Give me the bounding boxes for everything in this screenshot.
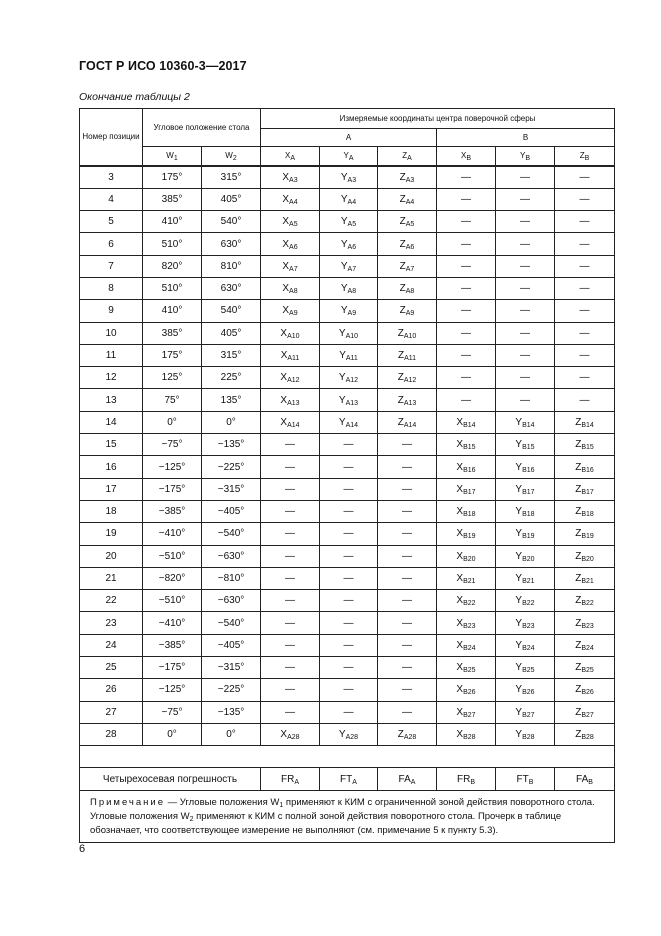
- dash-cell: —: [320, 701, 378, 723]
- w2-cell: −630°: [202, 545, 261, 567]
- coord-cell-za: $Z_{A12}$: [378, 367, 437, 389]
- header-position-number: Номер позиции: [80, 109, 143, 166]
- w2-cell: 225°: [202, 367, 261, 389]
- coord-cell-yb: $Y_{B16}$: [496, 456, 555, 478]
- coord-cell-ya: $Y_{A4}$: [320, 188, 378, 210]
- dash-cell: —: [320, 478, 378, 500]
- position-cell: 8: [80, 277, 143, 299]
- coord-cell-xb: $X_{B20}$: [437, 545, 496, 567]
- position-cell: 19: [80, 523, 143, 545]
- coord-cell-xa: $X_{A5}$: [261, 211, 320, 233]
- dash-cell: —: [378, 523, 437, 545]
- dash-cell: —: [261, 590, 320, 612]
- coord-cell-ya: $Y_{A14}$: [320, 411, 378, 433]
- coord-cell-yb: $Y_{B24}$: [496, 634, 555, 656]
- dash-cell: —: [261, 500, 320, 522]
- dash-cell: —: [261, 612, 320, 634]
- dash-cell: —: [437, 367, 496, 389]
- error-cell-fab: $FA_B$: [555, 768, 615, 791]
- coord-cell-xb: $X_{B22}$: [437, 590, 496, 612]
- w1-cell: 510°: [143, 277, 202, 299]
- w1-cell: −125°: [143, 679, 202, 701]
- coord-cell-yb: $Y_{B20}$: [496, 545, 555, 567]
- w1-cell: 410°: [143, 300, 202, 322]
- position-cell: 24: [80, 634, 143, 656]
- table-row: [80, 612, 615, 634]
- w1-cell: 75°: [143, 389, 202, 411]
- coord-cell-za: $Z_{A13}$: [378, 389, 437, 411]
- table-row: [80, 211, 615, 233]
- coord-cell-zb: $Z_{B17}$: [555, 478, 615, 500]
- coord-cell-yb: $Y_{B22}$: [496, 590, 555, 612]
- w1-cell: 820°: [143, 255, 202, 277]
- dash-cell: —: [437, 166, 496, 189]
- coord-cell-ya: $Y_{A6}$: [320, 233, 378, 255]
- table-row: [80, 679, 615, 701]
- coord-cell-xa: $X_{A14}$: [261, 411, 320, 433]
- dash-cell: —: [261, 478, 320, 500]
- dash-cell: —: [261, 434, 320, 456]
- coord-cell-xb: $X_{B25}$: [437, 657, 496, 679]
- dash-cell: —: [555, 277, 615, 299]
- dash-cell: —: [496, 255, 555, 277]
- table-row: [80, 411, 615, 433]
- header-coord-zb: $Z_B$: [555, 147, 615, 166]
- coord-cell-xb: $X_{B26}$: [437, 679, 496, 701]
- dash-cell: —: [320, 545, 378, 567]
- dash-cell: —: [320, 590, 378, 612]
- coord-cell-ya: $Y_{A3}$: [320, 166, 378, 189]
- coord-cell-zb: $Z_{B26}$: [555, 679, 615, 701]
- coord-cell-zb: $Z_{B20}$: [555, 545, 615, 567]
- coord-cell-xa: $X_{A8}$: [261, 277, 320, 299]
- w2-cell: −225°: [202, 679, 261, 701]
- w1-cell: −510°: [143, 590, 202, 612]
- coord-cell-xa: $X_{A4}$: [261, 188, 320, 210]
- coord-cell-yb: $Y_{B25}$: [496, 657, 555, 679]
- dash-cell: —: [261, 679, 320, 701]
- table-row: [80, 166, 615, 189]
- coord-cell-za: $Z_{A7}$: [378, 255, 437, 277]
- four-axis-error-row: [80, 768, 615, 791]
- table-row: [80, 367, 615, 389]
- table-row: [80, 277, 615, 299]
- w1-cell: −175°: [143, 657, 202, 679]
- dash-cell: —: [320, 657, 378, 679]
- w1-cell: 510°: [143, 233, 202, 255]
- table-row: [80, 545, 615, 567]
- header-coord-xb: $X_B$: [437, 147, 496, 166]
- coord-cell-yb: $Y_{B15}$: [496, 434, 555, 456]
- table-row: [80, 233, 615, 255]
- position-cell: 15: [80, 434, 143, 456]
- dash-cell: —: [496, 188, 555, 210]
- w1-cell: −410°: [143, 523, 202, 545]
- coord-cell-xa: $X_{A28}$: [261, 723, 320, 745]
- dash-cell: —: [261, 567, 320, 589]
- dash-cell: —: [496, 300, 555, 322]
- coord-cell-yb: $Y_{B18}$: [496, 500, 555, 522]
- coord-cell-ya: $Y_{A8}$: [320, 277, 378, 299]
- dash-cell: —: [496, 233, 555, 255]
- dash-cell: —: [378, 657, 437, 679]
- coord-cell-xb: $X_{B19}$: [437, 523, 496, 545]
- dash-cell: —: [437, 389, 496, 411]
- w1-cell: 385°: [143, 322, 202, 344]
- w1-cell: 0°: [143, 411, 202, 433]
- header-group-a: A: [261, 129, 437, 147]
- coord-cell-xa: $X_{A6}$: [261, 233, 320, 255]
- coord-cell-ya: $Y_{A10}$: [320, 322, 378, 344]
- w2-cell: −405°: [202, 634, 261, 656]
- coord-cell-zb: $Z_{B25}$: [555, 657, 615, 679]
- w1-cell: −125°: [143, 456, 202, 478]
- header-w2: $W_2$: [202, 147, 261, 166]
- coord-cell-zb: $Z_{B24}$: [555, 634, 615, 656]
- w2-cell: 135°: [202, 389, 261, 411]
- coord-cell-za: $Z_{A10}$: [378, 322, 437, 344]
- dash-cell: —: [496, 277, 555, 299]
- dash-cell: —: [378, 701, 437, 723]
- position-cell: 18: [80, 500, 143, 522]
- dash-cell: —: [496, 389, 555, 411]
- dash-cell: —: [496, 166, 555, 189]
- position-cell: 6: [80, 233, 143, 255]
- coord-cell-ya: $Y_{A9}$: [320, 300, 378, 322]
- w1-cell: 385°: [143, 188, 202, 210]
- coord-cell-zb: $Z_{B23}$: [555, 612, 615, 634]
- position-cell: 3: [80, 166, 143, 189]
- dash-cell: —: [555, 300, 615, 322]
- error-cell-fta: $FT_A$: [320, 768, 378, 791]
- table-row: [80, 500, 615, 522]
- header-coord-ya: $Y_A$: [320, 147, 378, 166]
- error-cell-frb: $FR_B$: [437, 768, 496, 791]
- table-row: [80, 723, 615, 745]
- coord-cell-yb: $Y_{B23}$: [496, 612, 555, 634]
- dash-cell: —: [320, 567, 378, 589]
- w1-cell: −75°: [143, 434, 202, 456]
- w1-cell: −510°: [143, 545, 202, 567]
- coord-cell-xb: $X_{B23}$: [437, 612, 496, 634]
- table-row: [80, 389, 615, 411]
- header-group-b: B: [437, 129, 615, 147]
- table-body: [80, 166, 615, 843]
- position-cell: 25: [80, 657, 143, 679]
- w2-cell: −405°: [202, 500, 261, 522]
- dash-cell: —: [378, 545, 437, 567]
- page-number: 6: [79, 843, 86, 855]
- dash-cell: —: [496, 344, 555, 366]
- dash-cell: —: [378, 679, 437, 701]
- dash-cell: —: [378, 612, 437, 634]
- w1-cell: 175°: [143, 344, 202, 366]
- coord-cell-ya: $Y_{A12}$: [320, 367, 378, 389]
- table-caption: Окончание таблицы 2: [79, 91, 190, 103]
- table-row: [80, 255, 615, 277]
- coordinates-table: [79, 108, 615, 843]
- table-row: [80, 456, 615, 478]
- four-axis-error-label: Четырехосевая погрешность: [80, 768, 261, 791]
- coord-cell-xb: $X_{B16}$: [437, 456, 496, 478]
- position-cell: 7: [80, 255, 143, 277]
- coord-cell-xa: $X_{A11}$: [261, 344, 320, 366]
- dash-cell: —: [261, 523, 320, 545]
- w2-cell: 315°: [202, 344, 261, 366]
- dash-cell: —: [555, 344, 615, 366]
- coord-cell-za: $Z_{A9}$: [378, 300, 437, 322]
- dash-cell: —: [261, 701, 320, 723]
- position-cell: 11: [80, 344, 143, 366]
- w1-cell: −410°: [143, 612, 202, 634]
- position-cell: 9: [80, 300, 143, 322]
- coord-cell-xb: $X_{B15}$: [437, 434, 496, 456]
- dash-cell: —: [555, 322, 615, 344]
- coord-cell-za: $Z_{A14}$: [378, 411, 437, 433]
- coord-cell-za: $Z_{A11}$: [378, 344, 437, 366]
- dash-cell: —: [378, 434, 437, 456]
- table-row: [80, 657, 615, 679]
- coord-cell-xa: $X_{A9}$: [261, 300, 320, 322]
- document-title: ГОСТ Р ИСО 10360-3—2017: [79, 59, 247, 73]
- w2-cell: −135°: [202, 701, 261, 723]
- dash-cell: —: [261, 657, 320, 679]
- w2-cell: −315°: [202, 657, 261, 679]
- dash-cell: —: [555, 188, 615, 210]
- coord-cell-yb: $Y_{B28}$: [496, 723, 555, 745]
- position-cell: 22: [80, 590, 143, 612]
- table-row: [80, 523, 615, 545]
- table-row: [80, 590, 615, 612]
- coord-cell-za: $Z_{A5}$: [378, 211, 437, 233]
- w2-cell: −630°: [202, 590, 261, 612]
- dash-cell: —: [320, 434, 378, 456]
- table-row: [80, 634, 615, 656]
- coord-cell-zb: $Z_{B21}$: [555, 567, 615, 589]
- dash-cell: —: [496, 367, 555, 389]
- w1-cell: 175°: [143, 166, 202, 189]
- w2-cell: −225°: [202, 456, 261, 478]
- w1-cell: −385°: [143, 500, 202, 522]
- header-angular-position: Угловое положение стола: [143, 109, 261, 147]
- dash-cell: —: [437, 233, 496, 255]
- error-cell-faa: $FA_A$: [378, 768, 437, 791]
- coord-cell-ya: $Y_{A5}$: [320, 211, 378, 233]
- dash-cell: —: [378, 456, 437, 478]
- coord-cell-yb: $Y_{B27}$: [496, 701, 555, 723]
- dash-cell: —: [555, 367, 615, 389]
- table-row: [80, 188, 615, 210]
- coord-cell-xb: $X_{B24}$: [437, 634, 496, 656]
- w1-cell: 0°: [143, 723, 202, 745]
- coord-cell-xa: $X_{A12}$: [261, 367, 320, 389]
- dash-cell: —: [378, 634, 437, 656]
- coord-cell-zb: $Z_{B19}$: [555, 523, 615, 545]
- dash-cell: —: [378, 567, 437, 589]
- coord-cell-za: $Z_{A4}$: [378, 188, 437, 210]
- note-row: [80, 791, 615, 843]
- coord-cell-xa: $X_{A3}$: [261, 166, 320, 189]
- w2-cell: 540°: [202, 211, 261, 233]
- header-coord-yb: $Y_B$: [496, 147, 555, 166]
- dash-cell: —: [437, 188, 496, 210]
- w1-cell: −385°: [143, 634, 202, 656]
- coord-cell-xa: $X_{A13}$: [261, 389, 320, 411]
- w2-cell: −135°: [202, 434, 261, 456]
- blank-row: [80, 746, 615, 768]
- coord-cell-xb: $X_{B14}$: [437, 411, 496, 433]
- table-row: [80, 701, 615, 723]
- dash-cell: —: [496, 211, 555, 233]
- error-cell-ftb: $FT_B$: [496, 768, 555, 791]
- dash-cell: —: [437, 211, 496, 233]
- dash-cell: —: [261, 634, 320, 656]
- position-cell: 10: [80, 322, 143, 344]
- w2-cell: 405°: [202, 322, 261, 344]
- position-cell: 20: [80, 545, 143, 567]
- coord-cell-ya: $Y_{A7}$: [320, 255, 378, 277]
- position-cell: 5: [80, 211, 143, 233]
- coord-cell-zb: $Z_{B15}$: [555, 434, 615, 456]
- error-cell-fra: $FR_A$: [261, 768, 320, 791]
- dash-cell: —: [555, 255, 615, 277]
- dash-cell: —: [496, 322, 555, 344]
- dash-cell: —: [378, 500, 437, 522]
- w2-cell: −315°: [202, 478, 261, 500]
- coord-cell-yb: $Y_{B14}$: [496, 411, 555, 433]
- position-cell: 4: [80, 188, 143, 210]
- dash-cell: —: [261, 545, 320, 567]
- header-coord-xa: $X_A$: [261, 147, 320, 166]
- dash-cell: —: [437, 277, 496, 299]
- coord-cell-zb: $Z_{B28}$: [555, 723, 615, 745]
- position-cell: 12: [80, 367, 143, 389]
- coord-cell-xb: $X_{B27}$: [437, 701, 496, 723]
- dash-cell: —: [555, 389, 615, 411]
- coord-cell-xb: $X_{B18}$: [437, 500, 496, 522]
- table-header: [80, 109, 615, 166]
- coord-cell-zb: $Z_{B27}$: [555, 701, 615, 723]
- dash-cell: —: [320, 612, 378, 634]
- dash-cell: —: [378, 590, 437, 612]
- coord-cell-ya: $Y_{A11}$: [320, 344, 378, 366]
- w2-cell: −540°: [202, 612, 261, 634]
- w1-cell: 125°: [143, 367, 202, 389]
- coord-cell-ya: $Y_{A28}$: [320, 723, 378, 745]
- w2-cell: 630°: [202, 233, 261, 255]
- table-row: [80, 478, 615, 500]
- w1-cell: 410°: [143, 211, 202, 233]
- coord-cell-yb: $Y_{B19}$: [496, 523, 555, 545]
- dash-cell: —: [437, 344, 496, 366]
- coord-cell-xb: $X_{B17}$: [437, 478, 496, 500]
- w2-cell: 0°: [202, 411, 261, 433]
- coord-cell-zb: $Z_{B22}$: [555, 590, 615, 612]
- dash-cell: —: [320, 456, 378, 478]
- dash-cell: —: [320, 523, 378, 545]
- coord-cell-ya: $Y_{A13}$: [320, 389, 378, 411]
- coord-cell-xa: $X_{A10}$: [261, 322, 320, 344]
- dash-cell: —: [555, 166, 615, 189]
- dash-cell: —: [437, 300, 496, 322]
- dash-cell: —: [555, 233, 615, 255]
- coord-cell-zb: $Z_{B18}$: [555, 500, 615, 522]
- dash-cell: —: [555, 211, 615, 233]
- coord-cell-yb: $Y_{B26}$: [496, 679, 555, 701]
- coord-cell-zb: $Z_{B14}$: [555, 411, 615, 433]
- dash-cell: —: [320, 679, 378, 701]
- table-row: [80, 344, 615, 366]
- table-row: [80, 567, 615, 589]
- position-cell: 17: [80, 478, 143, 500]
- position-cell: 28: [80, 723, 143, 745]
- dash-cell: —: [378, 478, 437, 500]
- coord-cell-xa: $X_{A7}$: [261, 255, 320, 277]
- w2-cell: 540°: [202, 300, 261, 322]
- dash-cell: —: [320, 634, 378, 656]
- w2-cell: 810°: [202, 255, 261, 277]
- dash-cell: —: [261, 456, 320, 478]
- position-cell: 23: [80, 612, 143, 634]
- w2-cell: 630°: [202, 277, 261, 299]
- w1-cell: −75°: [143, 701, 202, 723]
- w2-cell: 405°: [202, 188, 261, 210]
- w2-cell: −540°: [202, 523, 261, 545]
- w1-cell: −820°: [143, 567, 202, 589]
- w2-cell: 315°: [202, 166, 261, 189]
- position-cell: 14: [80, 411, 143, 433]
- w2-cell: 0°: [202, 723, 261, 745]
- coord-cell-za: $Z_{A28}$: [378, 723, 437, 745]
- table-row: [80, 434, 615, 456]
- header-measured-coordinates: Измеряемые координаты центра поверочной сферы: [261, 109, 615, 129]
- coord-cell-yb: $Y_{B21}$: [496, 567, 555, 589]
- coord-cell-zb: $Z_{B16}$: [555, 456, 615, 478]
- coord-cell-za: $Z_{A8}$: [378, 277, 437, 299]
- position-cell: 13: [80, 389, 143, 411]
- w2-cell: −810°: [202, 567, 261, 589]
- w1-cell: −175°: [143, 478, 202, 500]
- position-cell: 16: [80, 456, 143, 478]
- coord-cell-yb: $Y_{B17}$: [496, 478, 555, 500]
- position-cell: 27: [80, 701, 143, 723]
- table-row: [80, 322, 615, 344]
- table-row: [80, 300, 615, 322]
- position-cell: 26: [80, 679, 143, 701]
- dash-cell: —: [320, 500, 378, 522]
- header-w1: $W_1$: [143, 147, 202, 166]
- coord-cell-xb: $X_{B28}$: [437, 723, 496, 745]
- position-cell: 21: [80, 567, 143, 589]
- header-coord-za: $Z_A$: [378, 147, 437, 166]
- coord-cell-xb: $X_{B21}$: [437, 567, 496, 589]
- dash-cell: —: [437, 255, 496, 277]
- coord-cell-za: $Z_{A6}$: [378, 233, 437, 255]
- dash-cell: —: [437, 322, 496, 344]
- coord-cell-za: $Z_{A3}$: [378, 166, 437, 189]
- table-note: Примечание — Угловые положения $W_1$ применяют к КИМ с ограниченной зоной действия поворотного стола. Угловые положения $W_2$ применяют к КИМ с полной зоной действия поворотного стола. Прочерк в таблице обозначает, что соответствующее измерение не выполняют (см. примечание 5 к пункту 5.3).: [80, 791, 615, 843]
